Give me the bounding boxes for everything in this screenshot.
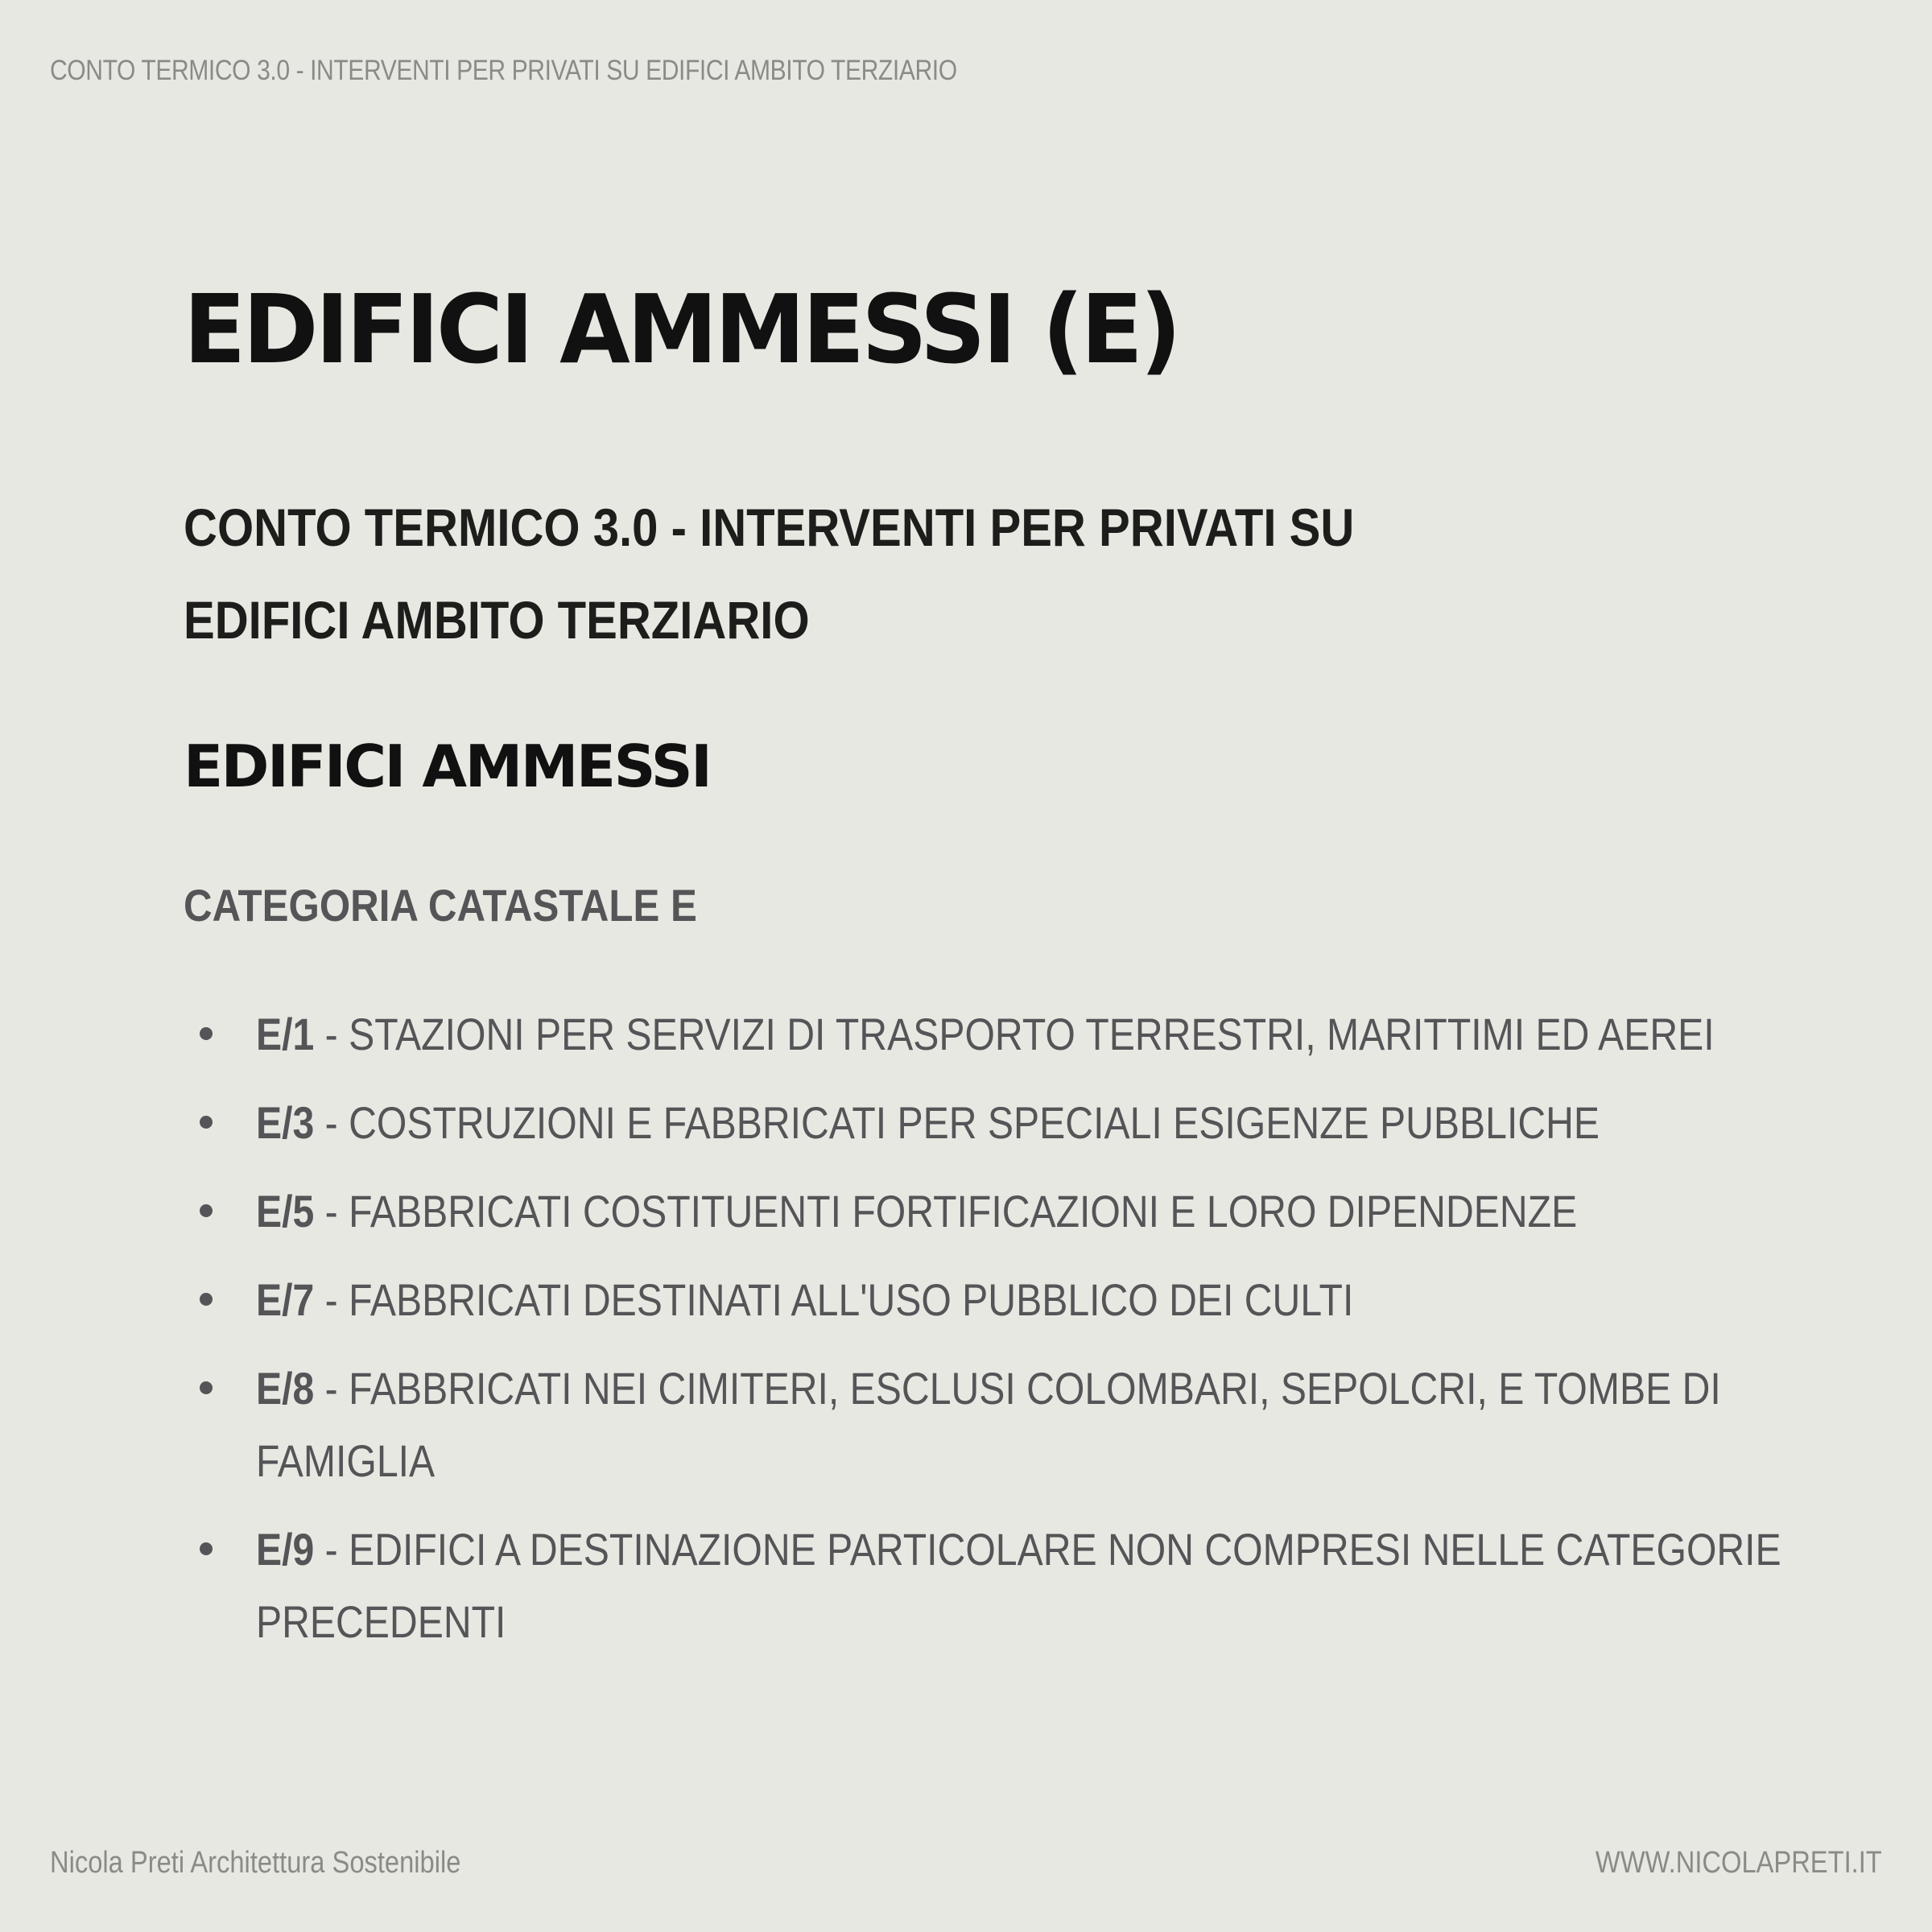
category-description: - FABBRICATI DESTINATI ALL'USO PUBBLICO DEI CULTI <box>314 1274 1354 1325</box>
list-item-text <box>256 1264 1793 1336</box>
category-description: - STAZIONI PER SERVIZI DI TRASPORTO TERRESTRI, MARITTIMI ED AEREI <box>314 1009 1715 1059</box>
list-item-text <box>256 1087 1793 1159</box>
building-category-list <box>184 998 1794 1674</box>
list-item <box>184 1175 1794 1248</box>
category-description: - FABBRICATI COSTITUENTI FORTIFICAZIONI E LORO DIPENDENZE <box>314 1186 1578 1236</box>
category-code: E/9 <box>256 1524 315 1575</box>
page-title: EDIFICI AMMESSI (E) <box>184 274 1179 385</box>
list-item <box>184 1513 1794 1658</box>
bullet-icon <box>200 1381 213 1394</box>
bullet-icon <box>200 1293 213 1306</box>
list-item-text <box>256 1175 1793 1248</box>
category-code: E/8 <box>256 1363 315 1414</box>
list-item-text <box>256 1352 1793 1497</box>
category-code: E/3 <box>256 1097 315 1148</box>
category-code: E/5 <box>256 1186 315 1236</box>
list-item <box>184 1264 1794 1336</box>
bullet-icon <box>200 1027 213 1040</box>
footer-website-link[interactable]: WWW.NICOLAPRETI.IT <box>1596 1846 1882 1880</box>
bullet-icon <box>200 1542 213 1555</box>
header-text: CONTO TERMICO 3.0 - INTERVENTI PER PRIVATI SU EDIFICI AMBITO TERZIARIO <box>50 55 957 86</box>
section-title: EDIFICI AMMESSI <box>184 733 711 800</box>
category-code: E/1 <box>256 1009 315 1059</box>
list-item <box>184 1087 1794 1159</box>
category-description: - FABBRICATI NEI CIMITERI, ESCLUSI COLOMBARI, SEPOLCRI, E TOMBE DI FAMIGLIA <box>256 1363 1721 1486</box>
category-code: E/7 <box>256 1274 315 1325</box>
category-description: - COSTRUZIONI E FABBRICATI PER SPECIALI ESIGENZE PUBBLICHE <box>314 1097 1600 1148</box>
list-item <box>184 998 1794 1071</box>
bullet-icon <box>200 1116 213 1129</box>
list-item-text <box>256 1513 1793 1658</box>
category-description: - EDIFICI A DESTINAZIONE PARTICOLARE NON COMPRESI NELLE CATEGORIE PRECEDENTI <box>256 1524 1781 1647</box>
page-subtitle: CONTO TERMICO 3.0 - INTERVENTI PER PRIVATI SU EDIFICI AMBITO TERZIARIO <box>184 497 1355 650</box>
footer-author: Nicola Preti Architettura Sostenibile <box>50 1846 461 1880</box>
bullet-icon <box>200 1204 213 1217</box>
list-item <box>184 1352 1794 1497</box>
category-title: CATEGORIA CATASTALE E <box>184 880 697 931</box>
list-item-text <box>256 998 1793 1071</box>
